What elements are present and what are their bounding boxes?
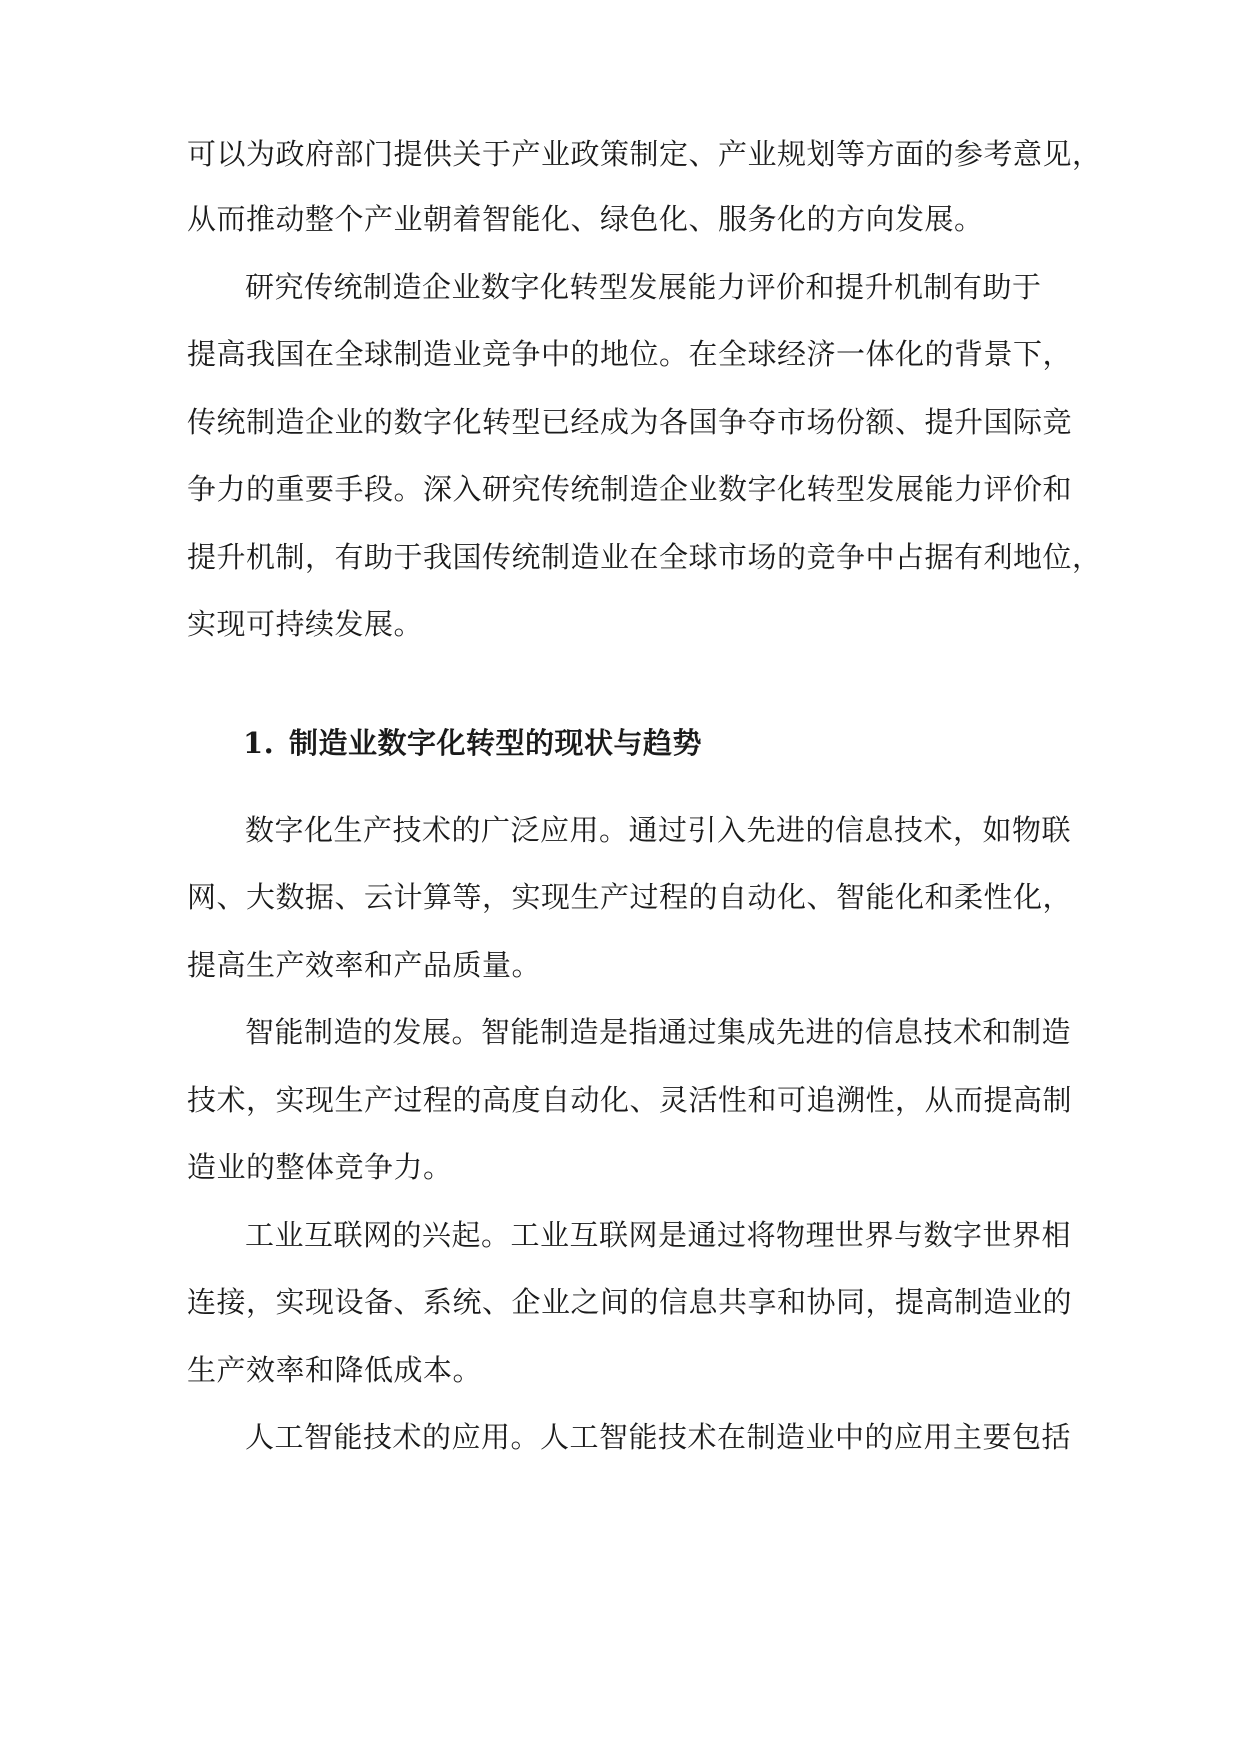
- section-heading: [243, 723, 702, 763]
- paragraph-line: 可以为政府部门提供关于产业政策制定、产业规划等方面的参考意见，: [187, 137, 1102, 171]
- paragraph-line: 提高生产效率和产品质量。: [187, 948, 542, 982]
- paragraph-line: 造业的整体竞争力。: [187, 1150, 453, 1184]
- paragraph-line: 智能制造的发展。智能制造是指通过集成先进的信息技术和制造: [245, 1015, 1072, 1049]
- paragraph-line: 技术，实现生产过程的高度自动化、灵活性和可追溯性，从而提高制: [187, 1083, 1073, 1117]
- paragraph-line: 研究传统制造企业数字化转型发展能力评价和提升机制有助于: [245, 270, 1042, 304]
- paragraph-line: 人工智能技术的应用。人工智能技术在制造业中的应用主要包括: [245, 1420, 1072, 1454]
- section-number: 1.: [243, 726, 275, 760]
- paragraph-line: 网、大数据、云计算等，实现生产过程的自动化、智能化和柔性化，: [187, 880, 1073, 914]
- paragraph-line: 工业互联网的兴起。工业互联网是通过将物理世界与数字世界相: [245, 1218, 1072, 1252]
- paragraph-line: 从而推动整个产业朝着智能化、绿色化、服务化的方向发展。: [187, 202, 984, 236]
- paragraph-line: 实现可持续发展。: [187, 607, 424, 641]
- paragraph-line: 争力的重要手段。深入研究传统制造企业数字化转型发展能力评价和: [187, 472, 1073, 506]
- section-title: 制造业数字化转型的现状与趋势: [289, 726, 703, 760]
- paragraph-line: 连接，实现设备、系统、企业之间的信息共享和协同，提高制造业的: [187, 1285, 1073, 1319]
- paragraph-line: 提升机制，有助于我国传统制造业在全球市场的竞争中占据有利地位，: [187, 540, 1102, 574]
- paragraph-line: 数字化生产技术的广泛应用。通过引入先进的信息技术，如物联: [245, 813, 1072, 847]
- paragraph-line: 传统制造企业的数字化转型已经成为各国争夺市场份额、提升国际竞: [187, 405, 1073, 439]
- paragraph-line: 生产效率和降低成本。: [187, 1353, 483, 1387]
- paragraph-line: 提高我国在全球制造业竞争中的地位。在全球经济一体化的背景下，: [187, 337, 1073, 371]
